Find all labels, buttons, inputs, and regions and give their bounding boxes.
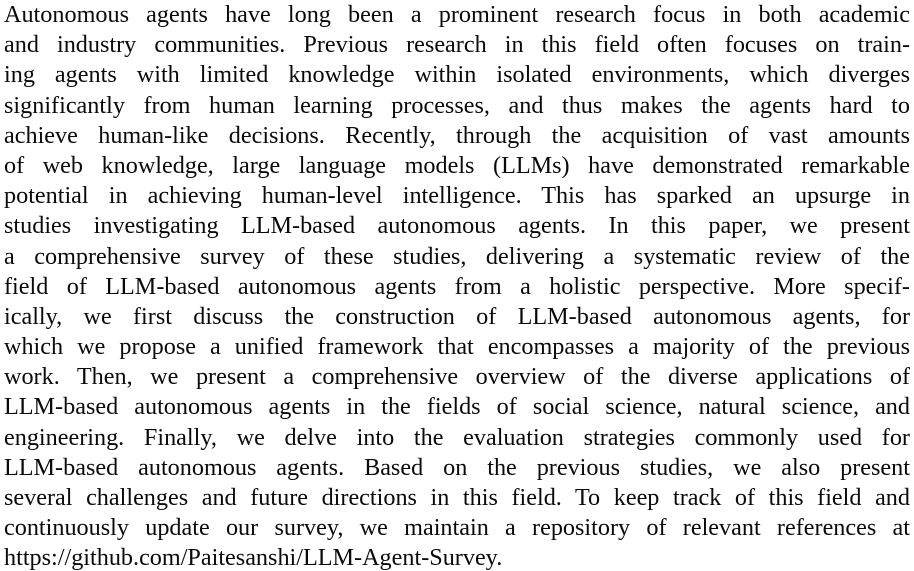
abstract-line-7: potential in achieving human-level intelligence. This has sparked an upsurge in bbox=[4, 182, 910, 210]
abstract-line-13: work. Then, we present a comprehensive overview of the diverse applications of bbox=[4, 363, 910, 391]
abstract-line-17: several challenges and future directions in this field. To keep track of this field and bbox=[4, 484, 910, 511]
abstract-line-2: and industry communities. Previous research in this field often focuses on train- bbox=[4, 31, 910, 59]
abstract-line-9: a comprehensive survey of these studies, delivering a systematic review of the bbox=[4, 242, 910, 270]
abstract-line-1: Autonomous agents have long been a prominent research focus in both academic bbox=[4, 1, 910, 28]
abstract-line-14: LLM-based autonomous agents in the fields of social science, natural science, and bbox=[4, 393, 910, 421]
abstract-line-6: of web knowledge, large language models (LLMs) have demonstrated remarkable bbox=[4, 151, 910, 179]
abstract-line-19 bbox=[4, 543, 910, 571]
abstract-line-16: LLM-based autonomous agents. Based on the previous studies, we also present bbox=[4, 453, 910, 481]
abstract-line-4: significantly from human learning processes, and thus makes the agents hard to bbox=[4, 91, 910, 119]
abstract-line-12: which we propose a unified framework that encompasses a majority of the previous bbox=[4, 333, 910, 361]
abstract-line-18: continuously update our survey, we maintain a repository of relevant references at bbox=[4, 514, 910, 542]
repository-link[interactable]: https://github.com/Paitesanshi/LLM-Agent-Survey bbox=[4, 544, 497, 571]
abstract-line-10: field of LLM-based autonomous agents from a holistic perspective. More specif- bbox=[4, 272, 910, 300]
abstract-line-8: studies investigating LLM-based autonomous agents. In this paper, we present bbox=[4, 212, 910, 240]
final-period: . bbox=[496, 544, 503, 571]
abstract-line-11: ically, we first discuss the construction of LLM-based autonomous agents, for bbox=[4, 302, 910, 330]
abstract-line-3: ing agents with limited knowledge within isolated environments, which diverges bbox=[4, 61, 910, 89]
abstract-line-15: engineering. Finally, we delve into the evaluation strategies commonly used for bbox=[4, 423, 910, 451]
abstract-line-5: achieve human-like decisions. Recently, through the acquisition of vast amounts bbox=[4, 121, 910, 149]
